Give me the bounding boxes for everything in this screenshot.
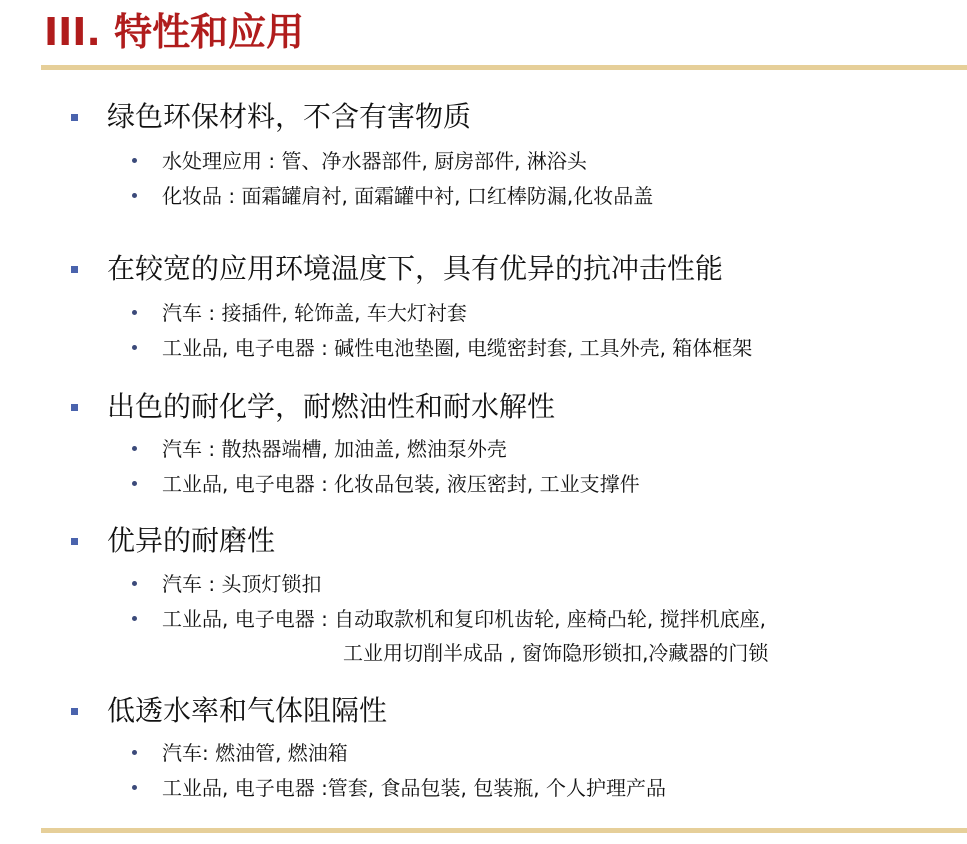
list-item-text: 水处理应用 : 管、净水器部件, 厨房部件, 淋浴头 — [162, 149, 587, 173]
list-item-text: 工业品, 电子电器 :管套, 食品包装, 包装瓶, 个人护理产品 — [162, 776, 666, 800]
list-item-text: 汽车 : 散热器端槽, 加油盖, 燃油泵外壳 — [162, 437, 507, 461]
round-bullet-icon — [132, 310, 137, 315]
round-bullet-icon — [132, 581, 137, 586]
round-bullet-icon — [132, 193, 137, 198]
round-bullet-icon — [132, 446, 137, 451]
list-item — [0, 738, 967, 768]
list-item — [0, 604, 967, 634]
square-bullet-icon — [71, 708, 78, 715]
square-bullet-icon — [71, 538, 78, 545]
list-item — [0, 773, 967, 803]
section-heading — [0, 390, 967, 424]
list-item-text: 工业品, 电子电器 : 碱性电池垫圈, 电缆密封套, 工具外壳, 箱体框架 — [162, 336, 753, 360]
round-bullet-icon — [132, 345, 137, 350]
list-item — [0, 146, 967, 176]
list-item-continuation: 工业用切削半成品 , 窗饰隐形锁扣,冷藏器的门锁 — [343, 641, 769, 665]
list-item — [0, 333, 967, 363]
bottom-divider — [41, 828, 967, 833]
heading-text: 绿色环保材料，不含有害物质 — [107, 100, 472, 133]
square-bullet-icon — [71, 266, 78, 273]
list-item — [0, 181, 967, 211]
list-item-text: 化妆品 : 面霜罐肩衬, 面霜罐中衬, 口红棒防漏,化妆品盖 — [162, 184, 654, 208]
list-item-text: 工业品, 电子电器 : 化妆品包装, 液压密封, 工业支撑件 — [162, 472, 640, 496]
list-item-text: 工业品, 电子电器 : 自动取款机和复印机齿轮, 座椅凸轮, 搅拌机底座, — [162, 607, 766, 631]
list-item-text: 汽车 : 头顶灯锁扣 — [162, 572, 322, 596]
heading-text: 出色的耐化学，耐燃油性和耐水解性 — [107, 390, 556, 423]
list-item — [0, 434, 967, 464]
round-bullet-icon — [132, 785, 137, 790]
list-item-text: 汽车: 燃油管, 燃油箱 — [162, 741, 348, 765]
heading-text: 低透水率和气体阻隔性 — [107, 694, 388, 727]
top-divider — [41, 65, 967, 70]
list-item — [0, 298, 967, 328]
heading-text: 优异的耐磨性 — [107, 524, 276, 557]
section-heading — [0, 524, 967, 558]
round-bullet-icon — [132, 616, 137, 621]
round-bullet-icon — [132, 481, 137, 486]
square-bullet-icon — [71, 404, 78, 411]
list-item — [0, 569, 967, 599]
list-item-text: 汽车 : 接插件, 轮饰盖, 车大灯衬套 — [162, 301, 467, 325]
section-heading — [0, 694, 967, 728]
slide-title: III. 特性和应用 — [44, 10, 305, 54]
heading-text: 在较宽的应用环境温度下，具有优异的抗冲击性能 — [107, 252, 724, 285]
section-heading — [0, 252, 967, 286]
square-bullet-icon — [71, 114, 78, 121]
round-bullet-icon — [132, 750, 137, 755]
section-heading — [0, 100, 967, 134]
list-item — [0, 469, 967, 499]
round-bullet-icon — [132, 158, 137, 163]
